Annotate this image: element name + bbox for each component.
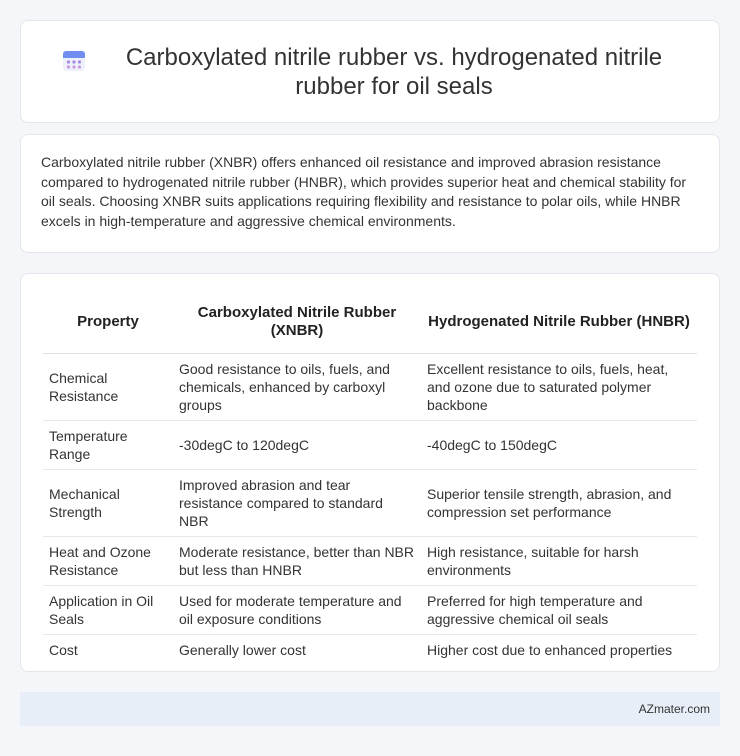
xnbr-cell: Improved abrasion and tear resistance compared to standard NBR [173, 469, 421, 536]
column-header-hnbr: Hydrogenated Nitrile Rubber (HNBR) [421, 294, 697, 353]
table-row [43, 634, 697, 666]
xnbr-cell: Good resistance to oils, fuels, and chemicals, enhanced by carboxyl groups [173, 353, 421, 420]
hnbr-cell: Superior tensile strength, abrasion, and compression set performance [421, 469, 697, 536]
table-row [43, 536, 697, 585]
hnbr-cell: High resistance, suitable for harsh environments [421, 536, 697, 585]
property-cell: Temperature Range [43, 420, 173, 469]
property-cell: Application in Oil Seals [43, 585, 173, 634]
xnbr-cell: -30degC to 120degC [173, 420, 421, 469]
calendar-icon [61, 47, 87, 73]
page-title: Carboxylated nitrile rubber vs. hydrogenated nitrile rubber for oil seals [125, 43, 663, 100]
title-card [20, 20, 720, 123]
table-row [43, 420, 697, 469]
hnbr-cell: Preferred for high temperature and aggressive chemical oil seals [421, 585, 697, 634]
title-wrap [21, 43, 719, 101]
intro-paragraph: Carboxylated nitrile rubber (XNBR) offers enhanced oil resistance and improved abrasion resistance compared to hydrogenated nitrile rubber (HNBR), which provides superior heat and chemical stability for oil seals. Choosing XNBR suits applications requiring flexibility and resistance to polar oils, while HNBR excels in high-temperature and aggressive chemical environments. [41, 154, 687, 229]
table-row [43, 469, 697, 536]
comparison-table [43, 294, 697, 666]
hnbr-cell: Excellent resistance to oils, fuels, heat, and ozone due to saturated polymer backbone [421, 353, 697, 420]
table-row [43, 353, 697, 420]
column-header-property: Property [43, 294, 173, 353]
comparison-card [20, 273, 720, 672]
property-cell: Chemical Resistance [43, 353, 173, 420]
property-cell: Cost [49, 642, 78, 659]
intro-card [20, 134, 720, 253]
xnbr-cell: Moderate resistance, better than NBR but less than HNBR [173, 536, 421, 585]
property-cell: Heat and Ozone Resistance [43, 536, 173, 585]
column-header-xnbr: Carboxylated Nitrile Rubber (XNBR) [173, 294, 421, 353]
property-cell: Mechanical Strength [43, 469, 173, 536]
table-row [43, 585, 697, 634]
xnbr-cell: Used for moderate temperature and oil exposure conditions [173, 585, 421, 634]
footer [20, 692, 720, 726]
table-header-row [43, 294, 697, 353]
hnbr-cell: Higher cost due to enhanced properties [427, 642, 673, 659]
footer-brand[interactable]: AZmater.com [638, 702, 710, 716]
hnbr-cell: -40degC to 150degC [421, 420, 697, 469]
xnbr-cell: Generally lower cost [179, 642, 306, 659]
